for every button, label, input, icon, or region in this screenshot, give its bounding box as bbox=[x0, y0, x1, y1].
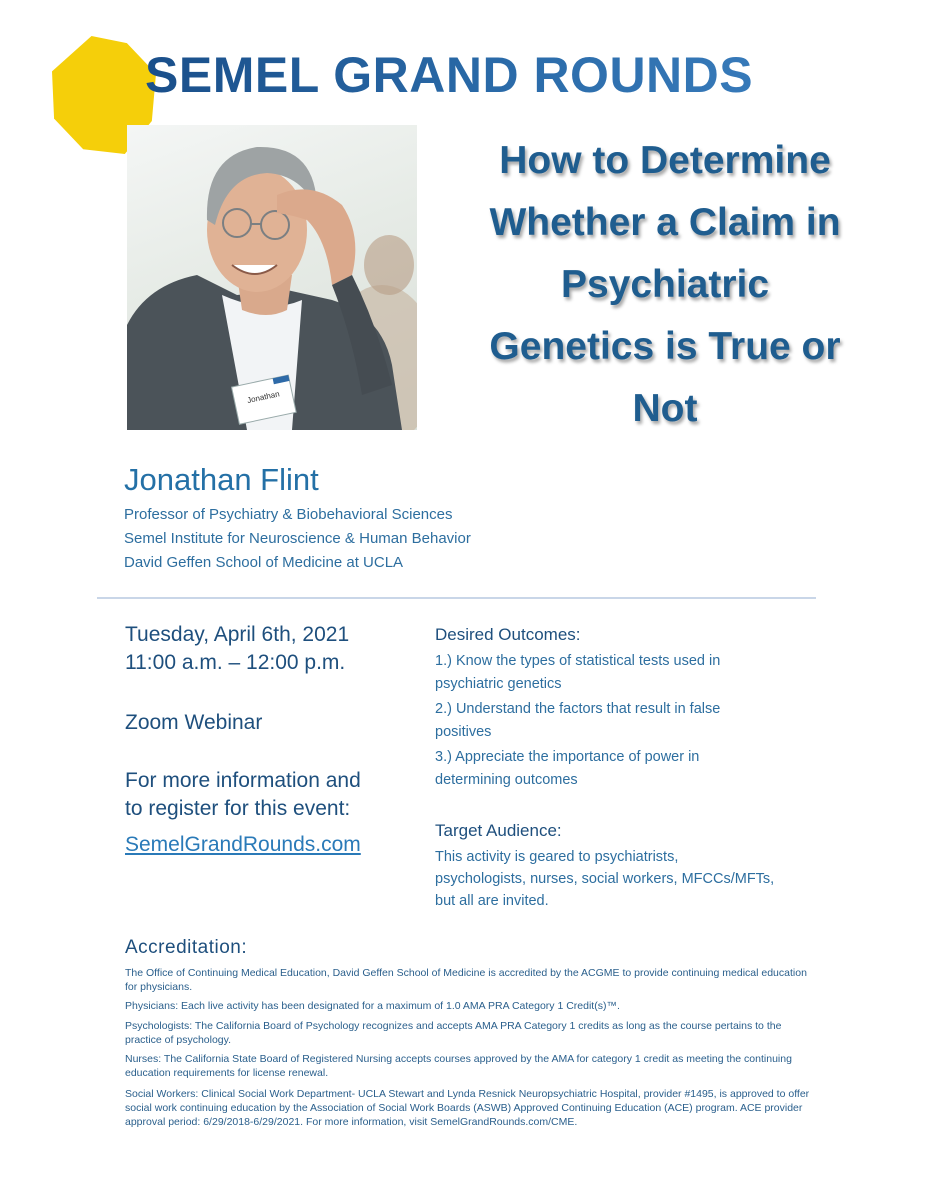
speaker-affiliation: David Geffen School of Medicine at UCLA bbox=[124, 554, 404, 571]
audience-line: This activity is geared to psychiatrists, bbox=[435, 849, 679, 865]
outcome-item: 1.) Know the types of statistical tests used in psychiatric genetics bbox=[435, 653, 721, 692]
speaker-affiliation: Professor of Psychiatry & Biobehavioral Sciences bbox=[124, 506, 453, 523]
speaker-affiliation: Semel Institute for Neuroscience & Human Behavior bbox=[124, 530, 471, 547]
info-prompt-line: to register for this event: bbox=[125, 797, 351, 820]
speaker-photo bbox=[127, 125, 417, 430]
accreditation-paragraph: Psychologists: The California Board of Psychology recognizes and accepts AMA PRA Category 1 credits as long as the course pertains to the practice of psychology. bbox=[125, 1020, 782, 1046]
outcome-item: 2.) Understand the factors that result in false positives bbox=[435, 701, 721, 740]
register-link[interactable]: SemelGrandRounds.com bbox=[125, 833, 361, 856]
accreditation-paragraph: The Office of Continuing Medical Education, David Geffen School of Medicine is accredited by the ACGME to provide continuing medical education for physicians. bbox=[125, 967, 807, 993]
speaker-photo-illustration bbox=[127, 125, 417, 430]
event-date: Tuesday, April 6th, 2021 bbox=[125, 623, 350, 646]
talk-title-line: Genetics is True or bbox=[489, 325, 841, 368]
accreditation-heading: Accreditation: bbox=[125, 937, 248, 958]
info-prompt-line: For more information and bbox=[125, 769, 361, 792]
talk-title-line: Psychiatric bbox=[560, 263, 770, 306]
event-location: Zoom Webinar bbox=[125, 711, 263, 734]
outcomes-heading: Desired Outcomes: bbox=[435, 625, 581, 644]
talk-title bbox=[440, 130, 890, 440]
accreditation-paragraph: Social Workers: Clinical Social Work Department- UCLA Stewart and Lynda Resnick Neuropsychiatric Hospital, provider #1495, is approved to offer social work continuing education by the Association of Social Work Boards (ASWB) Approved Continuing Education (ACE) program. ACE provider approval period: 6/29/2018-6/29/2021. For more information, visit SemelGrandRounds.com/CME. bbox=[125, 1088, 810, 1128]
talk-title-line: Not bbox=[632, 387, 698, 430]
accreditation-paragraph: Nurses: The California State Board of Registered Nursing accepts courses approved by the AMA for category 1 credit as meeting the continuing education requirements for license renewal. bbox=[125, 1053, 792, 1079]
event-time: 11:00 a.m. – 12:00 p.m. bbox=[125, 651, 346, 674]
accreditation-paragraph: Physicians: Each live activity has been designated for a maximum of 1.0 AMA PRA Category 1 Credit(s)™. bbox=[125, 1000, 620, 1012]
name-badge-text: Jonathan bbox=[246, 389, 281, 406]
audience-heading: Target Audience: bbox=[435, 821, 562, 840]
talk-title-line: Whether a Claim in bbox=[489, 201, 841, 244]
series-title: SEMEL GRAND ROUNDS bbox=[145, 46, 845, 104]
section-divider bbox=[97, 597, 816, 599]
audience-line: psychologists, nurses, social workers, MFCCs/MFTs, bbox=[435, 871, 775, 887]
talk-title-line: How to Determine bbox=[499, 139, 831, 182]
outcome-item: 3.) Appreciate the importance of power in determining outcomes bbox=[435, 749, 700, 788]
audience-line: but all are invited. bbox=[435, 893, 549, 909]
speaker-name: Jonathan Flint bbox=[124, 462, 319, 497]
